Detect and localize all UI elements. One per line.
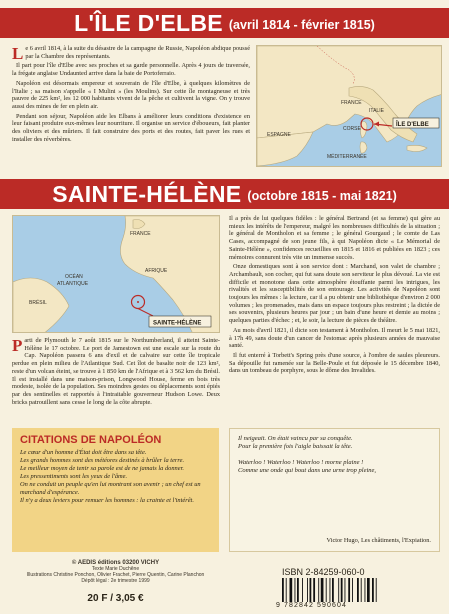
helene-map: [12, 215, 220, 333]
publisher-name: © AEDIS éditions 03200 VICHY: [71, 560, 160, 566]
map-label-atlantique: ATLANTIQUE: [57, 281, 89, 287]
map-label-france: FRANCE: [130, 231, 151, 237]
elbe-map: [256, 45, 442, 167]
poem-line: Il neigeait. On était vaincu par sa conquête.: [238, 435, 353, 442]
citations-title: CITATIONS DE NAPOLÉON: [20, 434, 162, 446]
helene-paragraph: Au mois d'avril 1821, il dicte son testament à Montholon. Il meurt le 5 mai 1821, à 17h 49, sans doute d'un cancer de l'estomac après plusieurs années de mauvaise santé.: [229, 326, 440, 350]
credit-line: Texte Marie Duchêne: [91, 566, 140, 572]
helene-paragraph: arti de Plymouth le 7 août 1815 sur le Northumberland, il atteint Sainte-Hélène le 17 octobre. Le port de Jamestown est une escale sur la route du Cap. Napoléon passera 6 ans d'exil et de calvaire sur cette île tropicale perdue en plein milieu de l'Atlantique Sud. Cet îlot de basalte noir de 123 km², reste d'un volcan éteint, se trouve à 1 850 km de l'Afrique et à 3 562 km du Brésil. Il est installé dans une maison-prison, Longwood House, ferme en bois très modeste, isolée de la population. Ses moindres gestes ou déplacements sont épiés par des sentinelles et rapportés à l'intraitable gouverneur Hudson Lowe. Deux bricks patrouillent sans cesse le long de la côte abrupte.: [12, 337, 220, 406]
helene-dates: (octobre 1815 - mai 1821): [247, 189, 397, 203]
map-label-italie: ITALIE: [369, 108, 384, 114]
poem-attribution: Victor Hugo, Les châtiments, l'Expiation.: [326, 537, 431, 544]
elbe-paragraph: e 6 avril 1814, à la suite du désastre de la campagne de Russie, Napoléon abdique poussé par la Chambre des représentants.: [25, 45, 250, 60]
elbe-dates: (avril 1814 - février 1815): [228, 18, 375, 32]
helene-left-text: [12, 337, 220, 408]
poem-line: Waterloo ! Waterloo ! Waterloo ! morne plaine !: [238, 459, 364, 466]
citation: Les pressentiments sont les yeux de l'âme.: [20, 473, 128, 480]
map-label-espagne: ESPAGNE: [267, 132, 291, 138]
publisher-credits: [12, 560, 219, 584]
barcode-digits: 9 782842 590604: [276, 602, 347, 609]
citation: Le cœur d'un homme d'État doit être dans sa tête.: [20, 449, 147, 456]
citation: Le meilleur moyen de tenir sa parole est de ne jamais la donner.: [20, 465, 184, 472]
isbn: ISBN 2-84259-060-0: [282, 567, 365, 577]
map-label-sainte-helene: SAINTE-HÉLÈNE: [153, 320, 202, 327]
elbe-dropcap: L: [12, 44, 24, 63]
credit-line: Dépôt légal : 2e trimestre 1999: [81, 578, 150, 584]
elbe-title: L'ÎLE D'ELBE: [74, 9, 223, 36]
elbe-paragraph: Il part pour l'île d'Elbe avec ses proches et sa garde personnelle. Après 4 jours de traversée, la frégate anglaise Undaunted arrive dans la baie de Portoferraio.: [12, 62, 250, 78]
helene-title: SAINTE-HÉLÈNE: [52, 180, 242, 207]
hugo-poem-box: [229, 428, 440, 552]
map-label-corse: CORSE: [343, 126, 361, 132]
citation: Les grands hommes sont des météores destinés à brûler la terre.: [20, 457, 185, 464]
poem-line: Pour la première fois l'aigle baissait la tête.: [238, 443, 353, 450]
map-label-mediterranee: MÉDITERRANÉE: [327, 154, 367, 160]
map-label-afrique: AFRIQUE: [145, 268, 168, 274]
map-label-bresil: BRÉSIL: [29, 300, 47, 306]
elbe-text: [12, 45, 250, 145]
helene-paragraph: Onze domestiques sont à son service dont : Marchand, son valet de chambre ; Archambault, son cocher, qui fut sans doute son serviteur le plus dévoué. La vie est difficile et monotone dans cette atmosphère étouffante parmi les intrigues, les rivalités et les susceptibilités de son entourage. Les activités de Napoléon sont toujours les mêmes : la lecture, car il a pu obtenir une bibliothèque d'environ 2 000 volumes ; les promenades, mais dans un espace toujours plus restreint ; la dictée de ses souvenirs, plusieurs heures par jour ; un bain d'une heure et demie au moins ; quelques parties d'échec ; et, le soir, la lecture de pièces de théâtre.: [229, 263, 440, 325]
citations-box: [12, 428, 219, 552]
elbe-paragraph: Pendant son séjour, Napoléon aide les Elbans à améliorer leurs conditions d'existence en leur faisant produire eux-mêmes leur nourriture. Il organise un service d'éboueurs, fait planter des oliviers et des mûriers. Il fait construire des ports et des routes, fait paver les rues et installer des réverbères.: [12, 112, 250, 143]
elbe-title-banner: [0, 8, 449, 38]
map-label-france: FRANCE: [341, 100, 362, 106]
barcode-icon: [282, 578, 402, 602]
helene-paragraph: Il fut enterré à Torbett's Spring près d'une source, à l'ombre de saules pleureurs. Sa dépouille fut ramenée sur la Belle-Poule et fut déposée le 15 décembre 1840, dans un tombeau de porphyre, sous le dôme des Invalides.: [229, 351, 440, 375]
map-label-elbe: ÎLE D'ELBE: [396, 122, 429, 128]
price: 20 F / 3,05 €: [87, 593, 144, 604]
citation: On ne conduit un peuple qu'en lui montrant son avenir ; un chef est un marchand d'espérance.: [20, 481, 201, 496]
citation: Il n'y a deux leviers pour remuer les hommes : la crainte et l'intérêt.: [20, 497, 194, 504]
map-label-ocean: OCÉAN: [65, 274, 83, 280]
helene-title-banner: [0, 179, 449, 209]
credit-line: Illustrations Christine Ponchon, Olivier Frachet, Pierre Quentin, Carine Planchon: [26, 572, 205, 578]
elbe-paragraph: Napoléon est désormais empereur et souverain de l'île d'Elbe, à quelques kilomètres de l'Italie ; sa maison s'appelle « I Mulini » (les Moulins). Sur cette île montagneuse et très pauvre de 225 km², les 12 000 habitants vivent de la pêche et cultivent la vigne. On y trouve aussi des mines de fer en plein air.: [12, 79, 250, 110]
helene-paragraph: Il a près de lui quelques fidèles : le général Bertrand (et sa femme) qui gère au mieux les intérêts de l'empereur, malgré les nombreuses difficultés de la situation ; le général de Montholon et sa femme ; le général Gourgaud ; le comte de Las Cases, accompagné de son jeune fils, à qui Napoléon dicte « Le Mémorial de Sainte-Hélène », confidences recueillies en 1815 et 1816 et publiées en 1823 ; ces mémoires connurent très vite un immense succès.: [229, 215, 440, 261]
helene-dropcap: P: [12, 336, 23, 355]
poem-line: Comme une onde qui bout dans une urne trop pleine,: [238, 467, 377, 474]
helene-right-text: [229, 215, 440, 377]
